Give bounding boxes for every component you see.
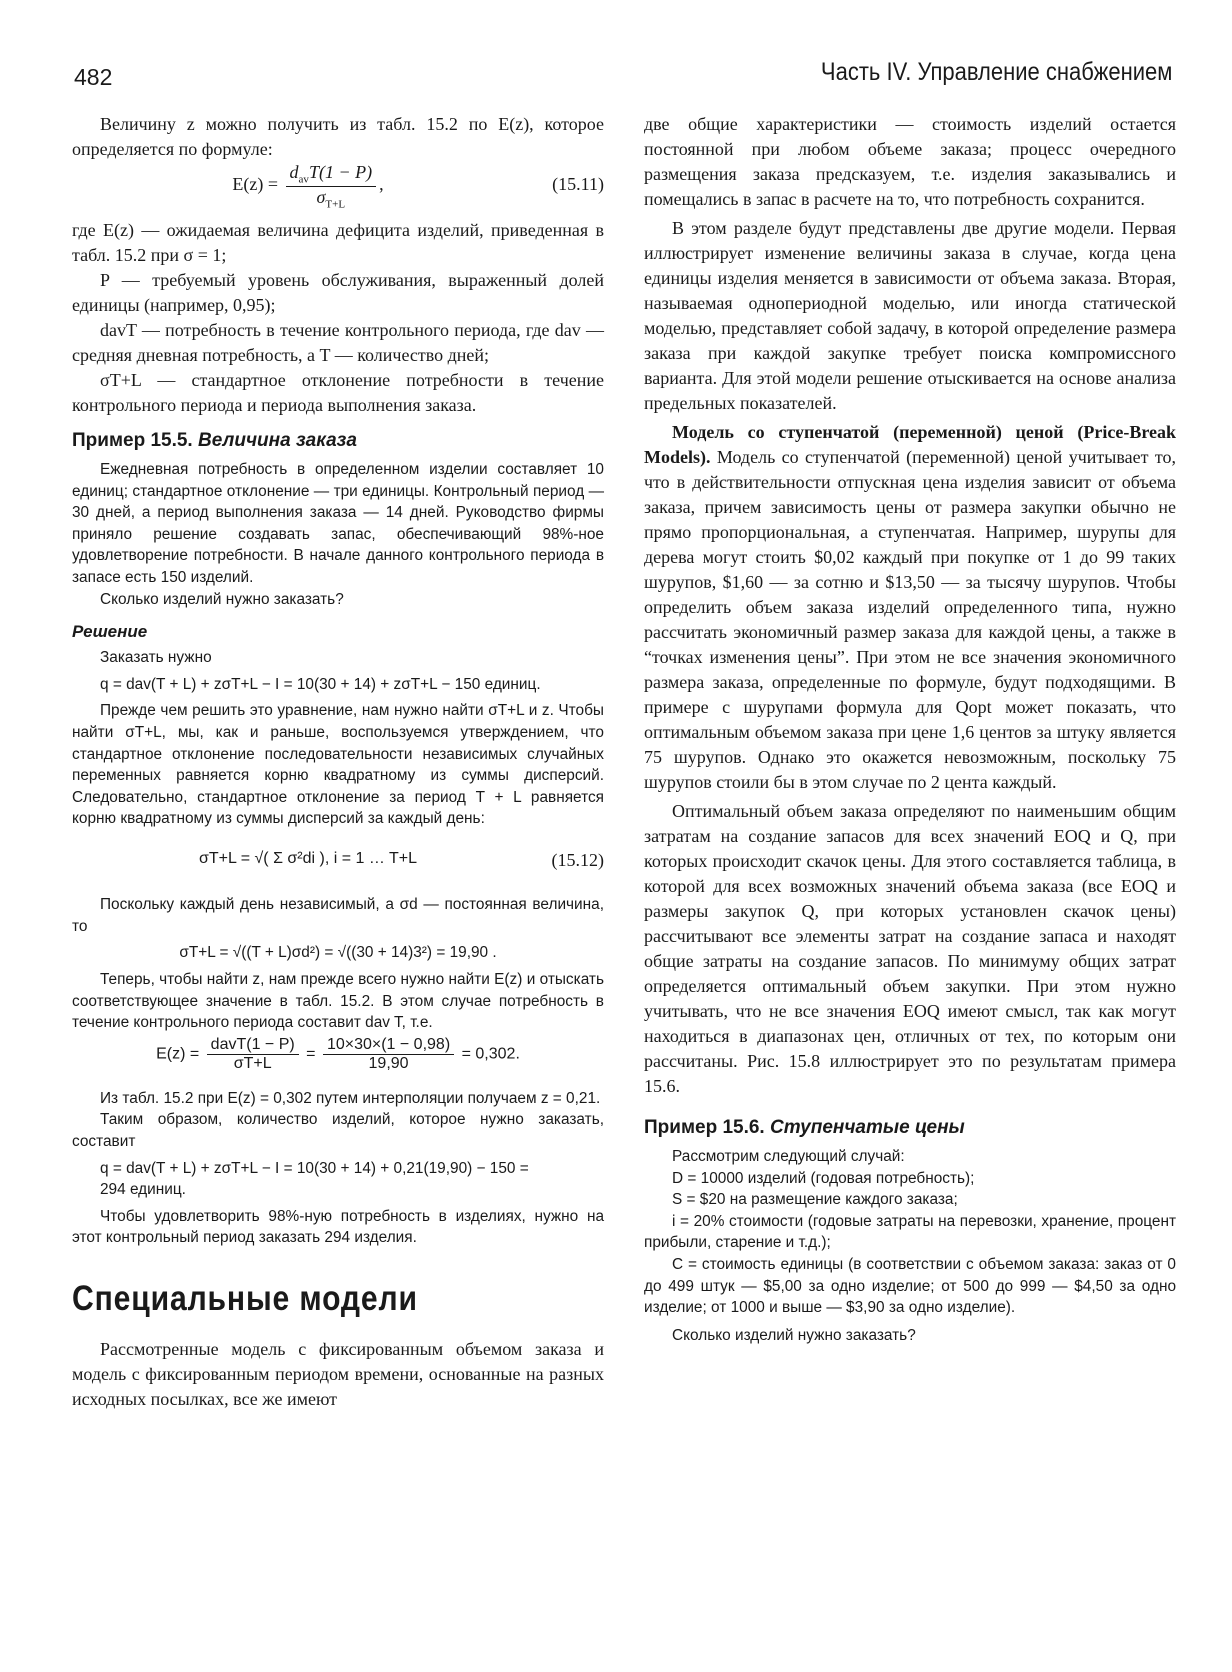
paragraph-body: Модель со ступенчатой (переменной) ценой учитывает то, что в действительности отпускная цена изделия зависит от объема заказа, причем зависимость цены от размера закупки обычно не прямо пропорциональная, а ступенчатая. Например, шурупы для дерева могут стоить $0,02 каждый при покупке от 1 до 99 таких шурупов, $1,60 — за сотню и $13,50 — за тысячу шурупов. Чтобы определить объем заказа изделий определенного типа, нужно рассчитать экономичный размер заказа для каждой цены, а также в “точках изменения цены”. При этом не все значения экономичного размера заказа, определенные по формуле, будут подходящими. В примере с шурупами формула для Qopt может показать, что оптимальным объемом заказа при цене 1,6 центов за штуку является 75 шурупов. Однако это окажется невозможным, поскольку 75 шурупов стоили бы в этом случае по 2 цента каждый. <box>644 447 1176 792</box>
formula-sub: T+L <box>325 198 346 211</box>
solution-text: Заказать нужно <box>100 649 212 667</box>
example-text: i = 20% стоимости (годовые затраты на перевозки, хранение, процент прибыли, старение и т.д.); <box>644 1212 1176 1252</box>
solution-text: Из табл. 15.2 при E(z) = 0,302 путем интерполяции получаем z = 0,21. <box>100 1089 601 1107</box>
formula-numerator: 10×30×(1 − 0,98) <box>323 1036 454 1055</box>
formula-denominator: σT+L <box>233 1054 272 1072</box>
formula-ez: E(z) = $\frac{\text{davT(1 − P)}}{\sigma T+L}$ = $\frac{10\times 30\times(1 - 0,98)}{19,90}$ = 0,302. <box>156 1035 520 1072</box>
formula-sub: av <box>298 173 309 186</box>
example-text: Ежедневная потребность в определенном изделии составляет 10 единиц; стандартное отклонение — три единицы. Контрольный период — 30 дней, а период выполнения заказа — 14 дней. Руководство фирмы приняло решение создавать запас, обеспечивающий 98%-ное удовлетворение потребности. В начале данного контрольного периода в запасе есть 150 изделий. <box>72 461 604 586</box>
formula-lhs: E(z) = <box>232 174 279 195</box>
formula-tail: , <box>379 174 384 195</box>
paragraph: две общие характеристики — стоимость изделий остается постоянной при любом объеме заказа; процесс очередного размещения заказа предсказуем, т.е. изделия заказывались и помещались в запас в расчете на то, что потребность сохранится. <box>644 114 1176 209</box>
example-heading <box>72 430 604 452</box>
example-name: Ступенчатые цены <box>770 1117 965 1138</box>
solution-text: Таким образом, количество изделий, которое нужно заказать, составит <box>72 1111 604 1151</box>
formula-result: = 0,302. <box>461 1045 520 1063</box>
paragraph: Величину z можно получить из табл. 15.2 по E(z), которое определяется по формуле: <box>72 114 604 159</box>
example-label: Пример 15.6. <box>644 1117 765 1138</box>
solution-text: Чтобы удовлетворить 98%-ную потребность в изделиях, нужно на этот контрольный период заказать 294 изделия. <box>72 1207 604 1247</box>
example-text: S = $20 на размещение каждого заказа; <box>672 1191 958 1209</box>
section-title: Специальные модели <box>72 1279 418 1319</box>
example-heading <box>644 1117 1176 1139</box>
solution-equation: q = dav(T + L) + zσT+L − I = 10(30 + 14) + 0,21(19,90) − 150 = <box>100 1159 529 1177</box>
running-header: Часть IV. Управление снабжением <box>820 58 1172 86</box>
left-column <box>72 112 604 1412</box>
formula-numerator: davT(1 − P) <box>207 1036 299 1055</box>
solution-equation: q = dav(T + L) + zσT+L − I = 10(30 + 14) + zσT+L − 150 единиц. <box>100 675 541 693</box>
equation-number: (15.11) <box>552 174 604 194</box>
solution-text: Поскольку каждый день независимый, а σd — постоянная величина, то <box>72 895 604 935</box>
formula-lhs: E(z) = <box>156 1045 200 1063</box>
right-column <box>644 112 1176 1346</box>
example-label: Пример 15.5. <box>72 430 193 451</box>
formula-lhs: σT+L = <box>198 849 251 867</box>
equation-number: (15.12) <box>551 849 604 870</box>
definition: σT+L — стандартное отклонение потребности в течение контрольного периода и периода выполнения заказа. <box>72 370 604 415</box>
example-question: Сколько изделий нужно заказать? <box>100 590 344 608</box>
solution-equation: σT+L = √((T + L)σd²) = √((30 + 14)3²) = 19,90 . <box>179 944 497 962</box>
formula-denominator: σ <box>316 186 326 207</box>
formula-denominator: 19,90 <box>368 1054 409 1072</box>
paragraph: В этом разделе будут представлены две другие модели. Первая иллюстрирует изменение величины заказа в случае, когда цена единицы изделия меняется в зависимости от объема заказа. Вторая, называемая однопериодной моделью, или иногда статической моделью, представляет собой задачу, в которой определение размера заказа при каждой закупке требует поиска компромиссного варианта. Для этой модели решение отыскивается на основе анализа предельных показателей. <box>644 218 1176 413</box>
example-question: Сколько изделий нужно заказать? <box>672 1326 916 1344</box>
definition: P — требуемый уровень обслуживания, выраженный долей единицы (например, 0,95); <box>72 270 604 315</box>
formula-numerator: d <box>289 162 299 182</box>
example-text: D = 10000 изделий (годовая потребность); <box>672 1169 975 1187</box>
solution-heading: Решение <box>72 622 148 642</box>
paragraph <box>644 420 1176 795</box>
paragraph-lead: Модель со ступенчатой (переменной) ценой (Price-Break Models). <box>644 422 1176 467</box>
formula-body: √( Σ σ²di ), i = 1 … T+L <box>254 849 418 867</box>
formula-15-12 <box>72 836 604 894</box>
definition: davT — потребность в течение контрольного периода, где dav — средняя дневная потребность, а T — количество дней; <box>72 320 604 365</box>
definition: где E(z) — ожидаемая величина дефицита изделий, приведенная в табл. 15.2 при σ = 1; <box>72 220 604 265</box>
example-text: Рассмотрим следующий случай: <box>672 1148 905 1165</box>
paragraph: Оптимальный объем заказа определяют по наименьшим общим затратам на создание запасов для всех значений EOQ и Q, при которых происходит скачок цены. Для этого составляется таблица, в которой для всех возможных значений объема заказа (все EOQ и размеры закупок Q, при которых установлен скачок цены) рассчитывают все элементы затрат на создание запаса и находят общие затраты на создание запасов. По минимуму общих затрат определяется оптимальный объем закупки. При этом нужно учитывать, что не все значения EOQ имеют смысл, так как могут находиться в диапазонах цен, отличных от тех, по которым они рассчитаны. Рис. 15.8 иллюстрирует это по результатам примера 15.6. <box>644 801 1176 1096</box>
solution-text: Прежде чем решить это уравнение, нам нужно найти σT+L и z. Чтобы найти σT+L, мы, как и раньше, воспользуемся утверждением, что стандартное отклонение последовательности независимых случайных переменных равняется корню квадратному из суммы дисперсий. Следовательно, стандартное отклонение за период T + L равняется корню квадратному из суммы дисперсий за каждый день: <box>72 702 604 828</box>
solution-equation: 294 единиц. <box>100 1181 186 1199</box>
solution-text: Теперь, чтобы найти z, нам прежде всего нужно найти E(z) и отыскать соответствующее значение в табл. 15.2. В этом случае потребность в течение контрольного периода составит dav T, т.е. <box>72 971 604 1032</box>
paragraph: Рассмотренные модель с фиксированным объемом заказа и модель с фиксированным периодом времени, основанные на разных исходных посылках, все же имеют <box>72 1339 604 1410</box>
example-text: C = стоимость единицы (в соответствии с объемом заказа: заказ от 0 до 499 штук — $5,00 за одно изделие; от 500 до 999 — $4,50 за одно изделие; от 1000 и выше — $3,90 за одно изделие). <box>644 1255 1176 1317</box>
formula-15-11 <box>72 162 604 218</box>
page-number: 482 <box>74 64 113 90</box>
formula-numerator-rest: T(1 − P) <box>308 162 373 182</box>
example-name: Величина заказа <box>198 430 357 451</box>
